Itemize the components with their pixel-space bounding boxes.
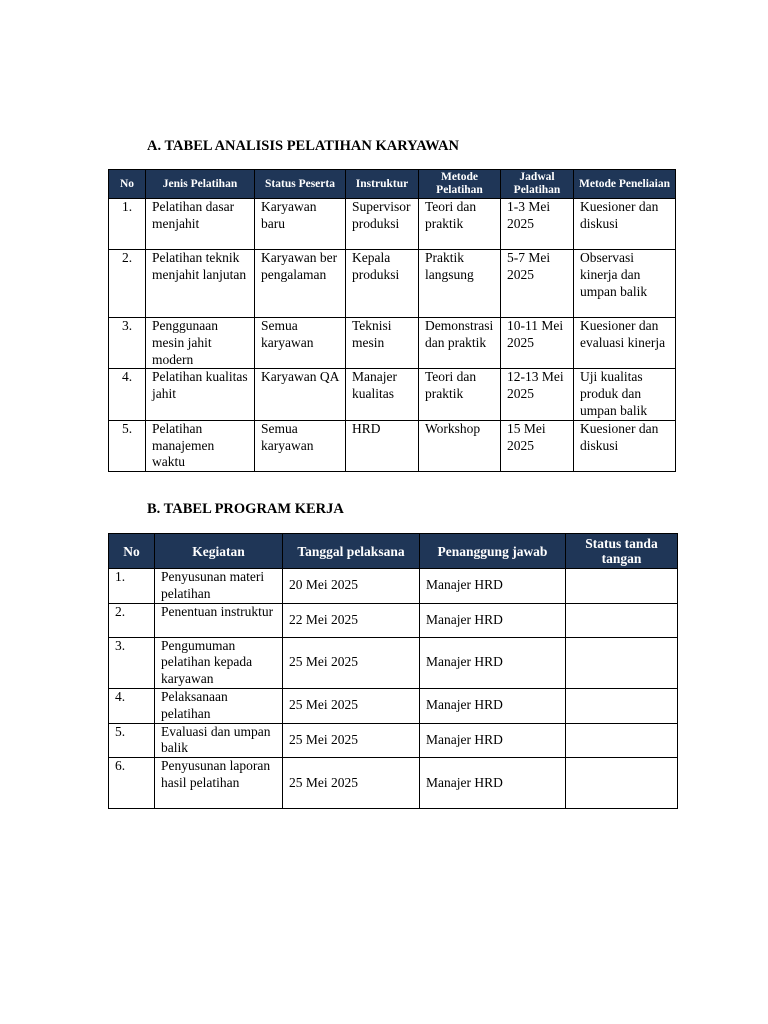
section-b-title: B. TABEL PROGRAM KERJA <box>147 501 344 517</box>
table-row <box>109 318 676 369</box>
cell-tanggal: 25 Mei 2025 <box>283 637 420 688</box>
cell-no: 1. <box>109 199 146 250</box>
cell-jenis: Pelatihan teknik menjahit lanjutan <box>146 250 255 318</box>
table-row <box>109 569 678 604</box>
table-row <box>109 723 678 758</box>
cell-no: 6. <box>109 758 155 809</box>
cell-status-ttd <box>566 603 678 637</box>
cell-metode: Demonstrasi dan praktik <box>419 318 501 369</box>
cell-penilaian: Kuesioner dan diskusi <box>574 420 676 471</box>
cell-jenis: Penggunaan mesin jahit modern <box>146 318 255 369</box>
cell-jadwal: 1-3 Mei 2025 <box>501 199 574 250</box>
cell-instruktur: HRD <box>346 420 419 471</box>
header-instruktur: Instruktur <box>346 170 419 199</box>
cell-jenis: Pelatihan kualitas jahit <box>146 369 255 420</box>
cell-status-ttd <box>566 758 678 809</box>
cell-tanggal: 25 Mei 2025 <box>283 723 420 758</box>
header-penanggung-jawab: Penanggung jawab <box>420 534 566 569</box>
cell-penilaian: Observasi kinerja dan umpan balik <box>574 250 676 318</box>
cell-kegiatan: Evaluasi dan umpan balik <box>155 723 283 758</box>
cell-status-ttd <box>566 637 678 688</box>
cell-penilaian: Kuesioner dan diskusi <box>574 199 676 250</box>
cell-penanggung-jawab: Manajer HRD <box>420 569 566 604</box>
cell-no: 3. <box>109 318 146 369</box>
table-row <box>109 199 676 250</box>
cell-metode: Workshop <box>419 420 501 471</box>
table-row <box>109 603 678 637</box>
cell-no: 3. <box>109 637 155 688</box>
cell-penanggung-jawab: Manajer HRD <box>420 603 566 637</box>
cell-instruktur: Teknisi mesin <box>346 318 419 369</box>
cell-instruktur: Supervisor produksi <box>346 199 419 250</box>
header-metode-pelatihan: Metode Pelatihan <box>419 170 501 199</box>
table-header-row <box>109 534 678 569</box>
header-tanggal-pelaksana: Tanggal pelaksana <box>283 534 420 569</box>
cell-kegiatan: Pengumuman pelatihan kepada karyawan <box>155 637 283 688</box>
cell-jenis: Pelatihan dasar menjahit <box>146 199 255 250</box>
cell-status: Semua karyawan <box>255 420 346 471</box>
work-program-table <box>108 533 678 809</box>
cell-status: Karyawan QA <box>255 369 346 420</box>
cell-status: Karyawan berpengalaman <box>255 250 346 318</box>
header-metode-peneliaian: Metode Peneliaian <box>574 170 676 199</box>
cell-tanggal: 22 Mei 2025 <box>283 603 420 637</box>
cell-kegiatan: Penyusunan materi pelatihan <box>155 569 283 604</box>
cell-jadwal: 5-7 Mei 2025 <box>501 250 574 318</box>
header-kegiatan: Kegiatan <box>155 534 283 569</box>
header-no: No <box>109 534 155 569</box>
cell-penilaian: Kuesioner dan evaluasi kinerja <box>574 318 676 369</box>
training-analysis-table <box>108 169 676 472</box>
cell-status-ttd <box>566 688 678 723</box>
cell-status-ttd <box>566 569 678 604</box>
cell-jadwal: 10-11 Mei 2025 <box>501 318 574 369</box>
cell-no: 2. <box>109 250 146 318</box>
cell-kegiatan: Penentuan instruktur <box>155 603 283 637</box>
cell-penilaian: Uji kualitas produk dan umpan balik <box>574 369 676 420</box>
cell-penanggung-jawab: Manajer HRD <box>420 723 566 758</box>
cell-instruktur: Kepala produksi <box>346 250 419 318</box>
cell-no: 1. <box>109 569 155 604</box>
table-header-row <box>109 170 676 199</box>
table-row <box>109 369 676 420</box>
cell-no: 5. <box>109 723 155 758</box>
header-status-peserta: Status Peserta <box>255 170 346 199</box>
table-row <box>109 420 676 471</box>
table-row <box>109 250 676 318</box>
header-jadwal-pelatihan: Jadwal Pelatihan <box>501 170 574 199</box>
cell-kegiatan: Pelaksanaan pelatihan <box>155 688 283 723</box>
cell-penanggung-jawab: Manajer HRD <box>420 688 566 723</box>
header-no: No <box>109 170 146 199</box>
cell-metode: Praktik langsung <box>419 250 501 318</box>
section-a-title: A. TABEL ANALISIS PELATIHAN KARYAWAN <box>147 138 459 154</box>
cell-penanggung-jawab: Manajer HRD <box>420 758 566 809</box>
cell-no: 4. <box>109 369 146 420</box>
cell-status: Karyawan baru <box>255 199 346 250</box>
cell-no: 4. <box>109 688 155 723</box>
cell-tanggal: 25 Mei 2025 <box>283 758 420 809</box>
cell-tanggal: 25 Mei 2025 <box>283 688 420 723</box>
cell-tanggal: 20 Mei 2025 <box>283 569 420 604</box>
table-row <box>109 637 678 688</box>
cell-jenis: Pelatihan manajemen waktu <box>146 420 255 471</box>
cell-metode: Teori dan praktik <box>419 199 501 250</box>
cell-metode: Teori dan praktik <box>419 369 501 420</box>
header-status-tanda-tangan: Status tanda tangan <box>566 534 678 569</box>
cell-status: Semua karyawan <box>255 318 346 369</box>
cell-jadwal: 15 Mei 2025 <box>501 420 574 471</box>
cell-jadwal: 12-13 Mei 2025 <box>501 369 574 420</box>
cell-status-ttd <box>566 723 678 758</box>
table-row <box>109 758 678 809</box>
cell-penanggung-jawab: Manajer HRD <box>420 637 566 688</box>
cell-instruktur: Manajer kualitas <box>346 369 419 420</box>
table-row <box>109 688 678 723</box>
cell-kegiatan: Penyusunan laporan hasil pelatihan <box>155 758 283 809</box>
cell-no: 5. <box>109 420 146 471</box>
header-jenis-pelatihan: Jenis Pelatihan <box>146 170 255 199</box>
cell-no: 2. <box>109 603 155 637</box>
